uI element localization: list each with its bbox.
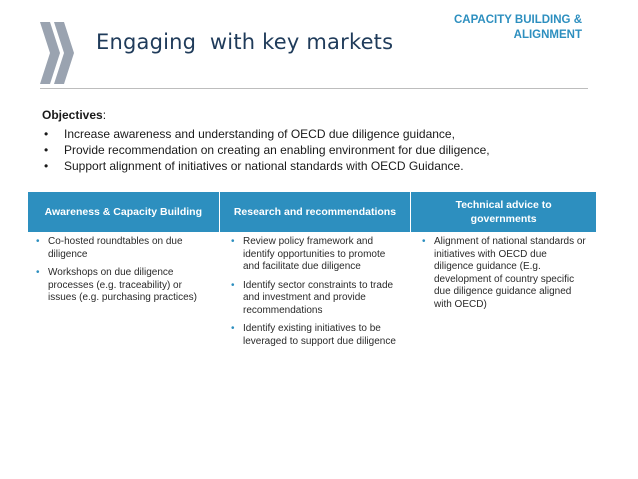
table-header-row bbox=[28, 192, 596, 232]
list-item: • Identify existing initiatives to be leveraged to support due diligence bbox=[231, 323, 402, 348]
column-header-research: Research and recommendations bbox=[219, 192, 411, 232]
list-item: • Alignment of national standards or initiatives with OECD due diligence guidance (E.g. development of country specific due diligence guidance aligned with OECD) bbox=[422, 236, 588, 311]
objectives-heading bbox=[42, 108, 602, 122]
section-label-line-1: CAPACITY BUILDING & bbox=[454, 14, 582, 26]
column-research bbox=[219, 236, 410, 354]
section-label-line-2: ALIGNMENT bbox=[513, 29, 582, 41]
column-header-awareness: Awareness & Capacity Building bbox=[44, 206, 202, 218]
objectives-list bbox=[42, 126, 602, 174]
list-item: • Workshops on due diligence processes (e.g. traceability) or issues (e.g. purchasing practices) bbox=[36, 267, 211, 305]
oecd-logo-icon bbox=[38, 18, 78, 88]
column-header-technical-advice-label: Technical advice to governments bbox=[455, 199, 552, 225]
objectives-heading-colon: : bbox=[102, 108, 107, 122]
header-divider bbox=[40, 88, 588, 89]
column-awareness bbox=[28, 236, 219, 354]
table-body bbox=[28, 236, 596, 354]
column-technical-advice-list bbox=[422, 236, 588, 311]
objective-item: • Provide recommendation on creating an enabling environment for due diligence, bbox=[42, 142, 602, 158]
page-title: Engaging with key markets bbox=[96, 30, 394, 54]
column-awareness-list bbox=[36, 236, 211, 305]
list-item: • Co-hosted roundtables on due diligence bbox=[36, 236, 211, 261]
list-item: • Identify sector constraints to trade and investment and provide recommendations bbox=[231, 280, 402, 318]
column-research-list bbox=[231, 236, 402, 348]
objective-item: • Increase awareness and understanding of OECD due diligence guidance, bbox=[42, 126, 602, 142]
column-technical-advice bbox=[410, 236, 596, 354]
objective-item: • Support alignment of initiatives or national standards with OECD Guidance. bbox=[42, 158, 602, 174]
list-item: • Review policy framework and identify opportunities to promote and facilitate due diligence bbox=[231, 236, 402, 274]
objectives-block bbox=[42, 108, 602, 174]
section-label bbox=[412, 13, 582, 43]
objectives-heading-text: Objectives bbox=[42, 108, 103, 122]
column-header-technical-advice bbox=[410, 192, 596, 232]
